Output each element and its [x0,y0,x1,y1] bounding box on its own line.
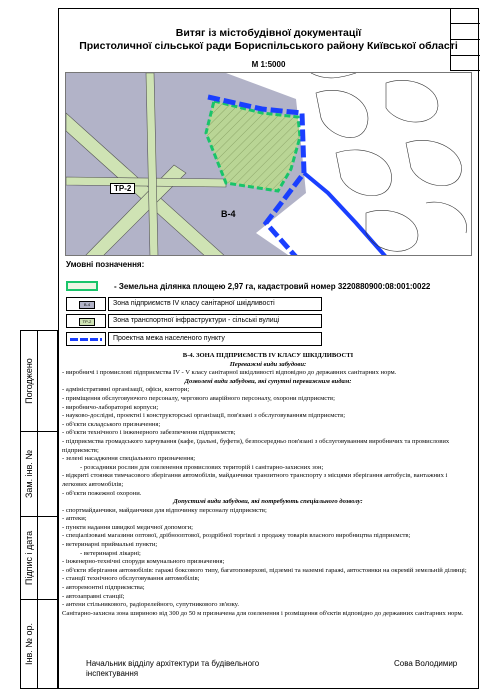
parcel-legend-text: - Земельна ділянка площею 2,97 га, кадастровий номер 3220880900:08:001:0022 [114,282,431,291]
special-item: - антени стільникового, радіорелейного, супутникового зв'язку. [62,601,239,609]
allowed-item: - підприємства громадського харчування (кафе, їдальні, буфети), безпосередньо пов'язані з обслуговуванням виробничих та промислових підприємств; [62,437,450,454]
special-item: - спортмайданчики, майданчики для відпочинку персоналу підприємств; [62,506,267,514]
document-title: Витяг із містобудівної документації [175,27,362,39]
zoning-map [65,72,472,256]
boundary-legend-text: Проектна межа населеного пункту [108,332,322,346]
document-subtitle: Пристоличної сільської ради Бориспільського району Київської області [79,40,458,52]
zone-heading: В-4. ЗОНА ПІДПРИЄМСТВ IV КЛАСУ ШКІДЛИВОСТІ [182,352,354,359]
special-uses-heading: Допустимі види забудови, які потребують спеціального дозволу: [173,498,363,506]
allowed-uses-heading: Дозволені види забудови, які супутні переважним видам: [184,377,352,385]
primary-use-line: - виробничі і промислові підприємства IV - V класу санітарної шкідливості відповідно до державних санітарних норм. [62,369,397,377]
tr2-legend-text: Зона транспортної інфраструктури - сільські вулиці [108,314,322,328]
side-label-signature-date: Підпис і дата [24,530,34,585]
special-item: - авторемонтні підприємства; [62,584,145,592]
primary-uses-heading: Переважні види забудови: [229,360,307,368]
allowed-item: - об'єкти складського призначення; [62,420,161,428]
allowed-item: - зелені насадження спеціального призначення; [62,455,196,463]
signatory-name: Сова Володимир [394,659,458,668]
allowed-item: - об'єкти пожежної охорони. [62,489,142,497]
side-label-agreed: Погоджено [24,358,34,404]
map-label-tr2: ТР-2 [110,183,135,194]
special-item: - об'єкти зберігання автомобілів: гаражі боксового типу, багатоповерхові, підземні та наземні гаражі, автостоянки на окремій земельній ділянці; [62,566,467,574]
allowed-item: - об'єкти технічного і інженерного забезпечення підприємств; [62,429,236,437]
special-item: - ветеринарні приймальні пункти; [62,541,158,549]
side-label-replace-inv: Зам. інв. № [24,449,35,498]
allowed-item: - відкриті стоянки тимчасового зберігання автомобілів, майданчики транзитного транспорту з місцями зберігання автобусів, вантажних і легкових автомобілів; [62,472,448,488]
special-item: - інженерно-технічні споруди комунального призначення; [62,558,225,566]
allowed-item: - приміщення обслуговуючого персоналу, чергового аварійного персоналу, охорони підприємств; [62,394,336,402]
side-label-orig-inv: Інв. № ор. [24,623,35,665]
special-item: - пункти надання швидкої медичної допомоги; [62,523,193,531]
special-item: - станції технічного обслуговування автомобілів; [62,575,200,583]
boundary-legend-swatch [70,338,102,341]
parcel-legend-swatch [66,281,98,291]
special-item: - спеціалізовані магазини оптової, дрібнооптової, роздрібної торгівлі з продажу товарів власного виробництва підприємств; [62,532,411,540]
v4-legend-swatch: В-4 [79,301,95,309]
tr2-legend-swatch: ТР-2 [79,318,95,326]
map-scale: М 1:5000 [251,60,286,69]
tr2-legend-frame [66,314,106,328]
allowed-item: - виробничо-лабораторні корпуси; [62,403,159,411]
allowed-item: - розсадники рослин для озеленення промислових територій і санітарно-захисних зон; [80,463,324,471]
special-item: - ветеринарні лікарні; [80,549,141,557]
boundary-legend-frame [66,332,106,346]
v4-legend-text: Зона підприємств IV класу санітарної шкідливості [108,297,322,311]
special-item: - автозаправні станції; [62,592,125,600]
allowed-item: - науково-дослідні, проектні і конструкторські організації, пов'язані з обслуговуванням підприємств; [62,412,346,420]
approval-column [20,330,58,689]
zone-description [62,352,474,618]
signatory-position: Начальник відділу архітектури та будівельного інспектування [86,659,260,678]
sanitary-zone-note: Санітарно-захисна зона шириною від 300 до 50 м призначена для озеленення і розміщення об'єктів відповідно до державних санітарних норм. [62,609,464,617]
v4-legend-frame [66,297,106,311]
map-label-v4: В-4 [221,209,236,219]
road-tr2-horizontal [66,177,226,187]
legend-heading: Умовні позначення: [66,260,145,269]
special-item: - аптеки; [62,515,87,523]
allowed-item: - адміністративні організації, офіси, контори; [62,386,190,394]
